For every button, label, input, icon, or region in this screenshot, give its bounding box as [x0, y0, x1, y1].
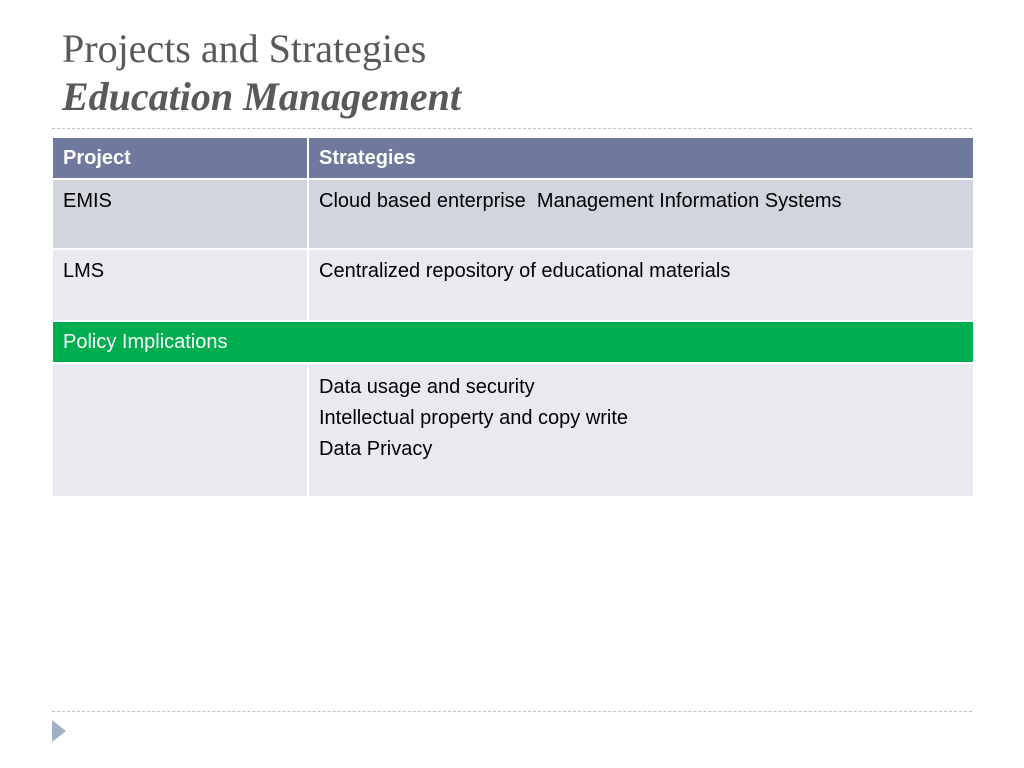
- slide-title-line1: Projects and Strategies: [62, 26, 427, 71]
- slide-subtitle: Education Management: [62, 74, 461, 119]
- project-cell: EMIS: [52, 179, 308, 249]
- table-row: [52, 249, 974, 321]
- policy-implications-label: Policy Implications: [52, 321, 974, 363]
- policy-implications-row: [52, 321, 974, 363]
- header-strategies: Strategies: [308, 137, 974, 179]
- projects-table: [51, 136, 975, 498]
- header-project: Project: [52, 137, 308, 179]
- triangle-right-icon: [52, 720, 66, 742]
- top-divider: [52, 128, 972, 129]
- implication-item: Intellectual property and copy write: [319, 407, 629, 429]
- implications-cell: [308, 363, 974, 497]
- implications-row: [52, 363, 974, 497]
- implication-item: Data usage and security: [319, 376, 535, 398]
- project-cell: LMS: [52, 249, 308, 321]
- slide-title: [62, 26, 962, 122]
- strategy-cell: Cloud based enterprise Management Information Systems: [308, 179, 974, 249]
- bottom-divider: [52, 711, 972, 712]
- implications-empty-cell: [52, 363, 308, 497]
- implication-item: Data Privacy: [319, 438, 433, 460]
- table-row: [52, 179, 974, 249]
- strategy-cell: Centralized repository of educational materials: [308, 249, 974, 321]
- table-header-row: [52, 137, 974, 179]
